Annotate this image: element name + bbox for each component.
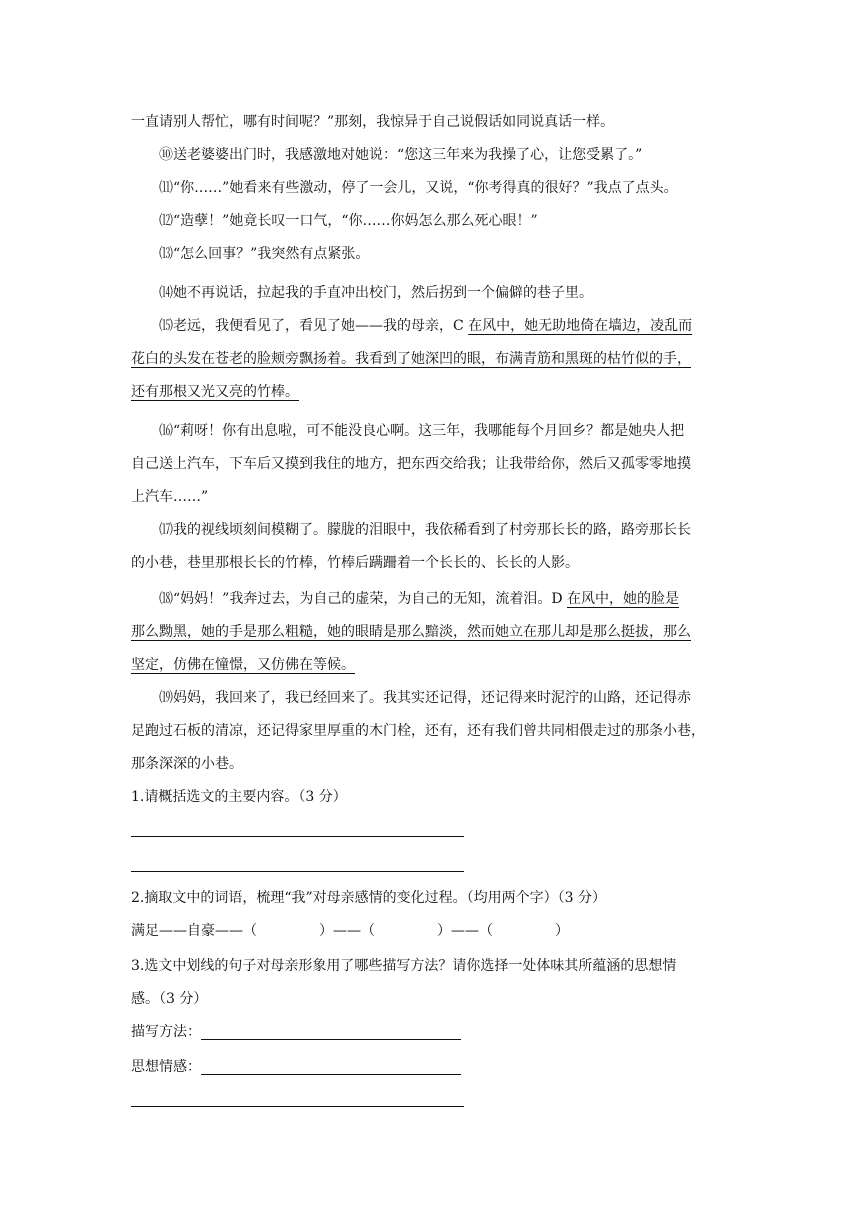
underlined-sentence-d-part-2: 那么黝黑，她的手是那么粗糙，她的眼睛是那么黯淡，然而她立在那儿却是那么挺拔，那么	[131, 624, 691, 640]
paragraph-18-lead: ⒅“妈妈！”我奔过去，为自己的虚荣，为自己的无知，流着泪。D	[159, 591, 567, 607]
paragraph-11: ⑾“你……”她看来有些激动，停了一会儿，又说，“你考得真的很好？”我点了点头。	[159, 180, 678, 196]
question-1: 1.请概括选文的主要内容。（3 分）	[131, 789, 347, 805]
question-2: 2.摘取文中的词语，梳理“我”对母亲感情的变化过程。（均用两个字）（3 分）	[131, 890, 607, 906]
question-3-line-1: 3.选文中划线的句子对母亲形象用了哪些描写方法？请你选择一处体味其所蕴涵的思想情	[131, 958, 677, 974]
paragraph-14: ⒁她不再说话，拉起我的手直冲出校门，然后拐到一个偏僻的巷子里。	[159, 285, 593, 301]
question-3-method-row	[131, 1022, 461, 1042]
answer-line-q1-2[interactable]	[131, 871, 464, 872]
paragraph-17-line-2: 的小巷，巷里那根长长的竹棒，竹棒后蹒跚着一个长长的、长长的人影。	[131, 555, 579, 571]
paragraph-18-line-2	[131, 622, 691, 642]
method-answer-line[interactable]	[201, 1025, 461, 1040]
underlined-sentence-c-part-1: 在风中，她无助地倚在墙边，凌乱而	[468, 318, 693, 334]
paragraph-18-line-1	[159, 589, 679, 609]
paragraph-15-line-2	[131, 349, 691, 369]
answer-line-q3-extra[interactable]	[131, 1106, 464, 1107]
paragraph-18-line-3	[131, 655, 355, 675]
paragraph-19-line-1: ⒆妈妈，我回来了，我已经回来了。我其实还记得，还记得来时泥泞的山路，还记得赤	[159, 690, 691, 706]
question-3-line-2: 感。（3 分）	[131, 991, 208, 1007]
underlined-sentence-d-part-1: 在风中，她的脸是	[567, 591, 679, 607]
paragraph-16-line-2: 自己送上汽车，下车后又摸到我住的地方，把东西交给我；让我带给你，然后又孤零零地摸	[131, 456, 691, 472]
paragraph-9-tail: 一直请别人帮忙，哪有时间呢？”那刻，我惊异于自己说假话如同说真话一样。	[131, 114, 615, 130]
paragraph-13: ⒀“怎么回事？”我突然有点紧张。	[159, 246, 370, 262]
chain-end: ）	[555, 923, 569, 939]
paragraph-19-line-3: 那条深深的小巷。	[131, 756, 243, 772]
answer-line-q1-1[interactable]	[131, 836, 464, 837]
paragraph-10: ⑩送老婆婆出门时，我感激地对她说：“您这三年来为我操了心，让您受累了。”	[159, 147, 643, 163]
underlined-sentence-d-part-3: 坚定，仿佛在憧憬，又仿佛在等候。	[131, 657, 355, 673]
paragraph-15-line-1	[159, 316, 692, 336]
paragraph-12: ⑿“造孽！”她竟长叹一口气，“你……你妈怎么那么死心眼！”	[159, 213, 538, 229]
question-3-emotion-row	[131, 1057, 461, 1077]
chain-separator-1: ）——（	[319, 923, 375, 939]
paragraph-15-lead: ⒂老远，我便看见了，看见了她——我的母亲，C	[159, 318, 469, 334]
method-label: 描写方法：	[131, 1024, 201, 1040]
chain-separator-2: ）——（	[437, 923, 493, 939]
question-2-answer-chain	[131, 921, 569, 941]
paragraph-17-line-1: ⒄我的视线顷刻间模糊了。朦胧的泪眼中，我依稀看到了村旁那长长的路，路旁那长长	[159, 522, 691, 538]
underlined-sentence-c-part-2: 花白的头发在苍老的脸颊旁飘扬着。我看到了她深凹的眼，布满青筋和黑斑的枯竹似的手，	[131, 351, 691, 367]
paragraph-15-line-3	[131, 382, 299, 402]
emotion-label: 思想情感：	[131, 1059, 201, 1075]
paragraph-19-line-2: 足跑过石板的清凉，还记得家里厚重的木门栓，还有，还有我们曾共同相偎走过的那条小巷，	[131, 723, 705, 739]
paragraph-16-line-1: ⒃“莉呀！你有出息啦，可不能没良心啊。这三年，我哪能每个月回乡？都是她央人把	[159, 423, 685, 439]
underlined-sentence-c-part-3: 还有那根又光又亮的竹棒。	[131, 384, 299, 400]
paragraph-16-line-3: 上汽车……”	[131, 489, 209, 505]
chain-start: 满足——自豪——（	[131, 923, 257, 939]
emotion-answer-line[interactable]	[201, 1060, 461, 1075]
